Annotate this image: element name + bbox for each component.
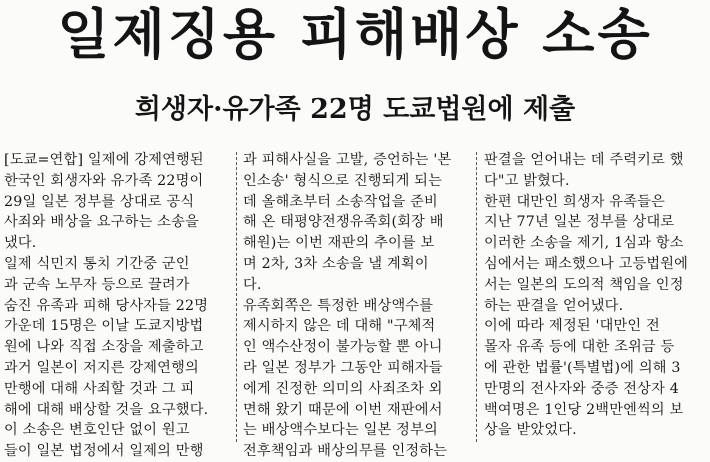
column-divider <box>236 152 237 442</box>
body-line: 해 온 태평양전쟁유족회(회장 배 <box>243 214 444 231</box>
body-line: 몰자 유족 등에 대한 조위금 등 <box>484 339 675 356</box>
body-line: 해에 대해 배상할 것을 요구했다. <box>4 401 209 418</box>
body-line: 냈다. <box>4 235 37 252</box>
body-line: 사죄와 배상을 요구하는 소송을 <box>4 214 199 231</box>
article-column-3 <box>484 150 706 447</box>
body-line: 는 배상액수보다는 일본 정부의 <box>243 422 438 439</box>
body-line: 과 피해사실을 고발, 증언하는 '본 <box>243 152 452 168</box>
body-line: 유족회쪽은 특정한 배상액수를 <box>243 297 434 314</box>
body-line: 지난 77년 일본 정부를 상대로 <box>484 214 675 231</box>
article-body <box>0 150 710 460</box>
body-line: 일제 식민지 통치 기간중 군인 <box>4 255 190 272</box>
body-line: 이 소송은 변호인단 없이 원고 <box>4 422 190 439</box>
body-line: 다. <box>243 276 262 293</box>
body-line: 과 군속 노무자 등으로 끌려가 <box>4 276 190 293</box>
body-line: 만명의 전사자와 중증 전상자 4 <box>484 380 679 397</box>
body-line: 하는 판결을 얻어냈다. <box>484 297 624 314</box>
body-line: 원에 나와 직접 소장을 제출하고 <box>4 339 204 356</box>
body-line: 면해 왔기 때문에 이번 재판에서 <box>243 401 443 418</box>
body-line: 에게 진정한 의미의 사죄조차 외 <box>243 380 443 397</box>
body-line: 백여명은 1인당 2백만엔씩의 보 <box>484 401 684 418</box>
body-line: 데 올해초부터 소송작업을 준비 <box>243 193 438 210</box>
body-line: 이에 따라 제정된 '대만인 전 <box>484 318 660 335</box>
body-line: 인 액수산정이 불가능할 뿐 아니 <box>243 339 443 356</box>
body-line: 라 일본 정부가 그동안 피해자들 <box>243 359 443 376</box>
body-line: 며 2차, 3차 소송을 낼 계획이 <box>243 255 429 272</box>
article-column-1 <box>4 150 230 460</box>
body-line: 과거 일본이 저지른 강제연행의 <box>4 359 199 376</box>
body-line: 해원)는 이번 재판의 추이를 보 <box>243 235 435 252</box>
body-line: 이러한 소송을 제기, 1심과 항소 <box>484 235 684 252</box>
body-line: 한국인 회생자와 유가족 22명이 <box>4 172 204 189</box>
subheadline: 희생자·유가족 22명 도쿄법원에 제출 <box>134 94 576 125</box>
body-line: 상을 받았었다. <box>484 422 577 439</box>
body-line: 서는 일본의 도의적 책임을 인정 <box>484 276 684 293</box>
body-line: 심에서는 패소했으나 고등법원에 <box>484 255 689 272</box>
body-line: 한편 대만인 희생자 유족들은 <box>484 193 665 210</box>
body-line: 전후책임과 배상의무를 인정하는 <box>243 443 448 460</box>
body-line: 인소송' 형식으로 진행되게 되는 <box>243 172 442 189</box>
body-line: 숨진 유족과 피해 당사자들 22명 <box>4 297 209 314</box>
headline: 일제징용 피해배상 소송 <box>57 3 653 66</box>
body-line: 들이 일본 법정에서 일제의 만행 <box>4 443 204 460</box>
body-line: 29일 일본 정부를 상대로 공식 <box>4 193 195 210</box>
body-line: 가운데 15명은 이날 도쿄지방법 <box>4 318 204 335</box>
body-line: 에 관한 법률'(특별법)에 의해 3 <box>484 359 681 376</box>
body-line: 만행에 대해 사죄할 것과 그 피 <box>4 380 195 397</box>
column-divider <box>476 152 477 442</box>
article-column-2 <box>243 150 469 460</box>
body-line: 판결을 얻어내는 데 주력키로 했 <box>484 152 684 168</box>
body-line: [도쿄=연합] 일제에 강제연행된 <box>4 152 204 168</box>
body-line: 제시하지 않은 데 대해 "구체적 <box>243 318 436 335</box>
body-line: 다"고 밝혔다. <box>484 172 570 189</box>
